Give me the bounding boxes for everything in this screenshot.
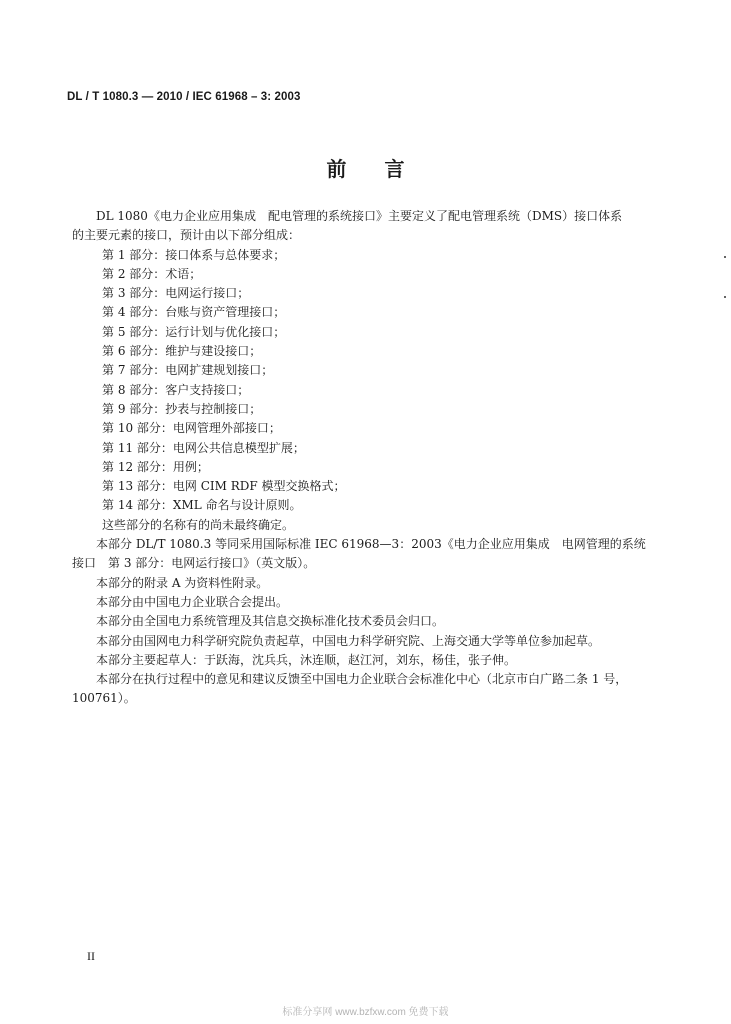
scan-margin-dot xyxy=(724,296,726,298)
equivalent-standard-line-2: 接口 第 3 部分：电网运行接口》（英文版）。 xyxy=(72,556,316,571)
parts-list xyxy=(72,246,662,516)
list-item: 第 11 部分：电网公共信息模型扩展； xyxy=(102,440,305,455)
list-item: 第 13 部分：电网 CIM RDF 模型交换格式； xyxy=(102,479,346,494)
scan-margin-dot xyxy=(724,256,726,258)
managed-by-statement: 本部分由全国电力系统管理及其信息交换标准化技术委员会归口。 xyxy=(96,614,445,629)
drafters-statement: 本部分主要起草人：于跃海，沈兵兵，沐连顺，赵江河，刘东，杨佳，张子伸。 xyxy=(96,652,517,667)
list-item: 第 2 部分：术语； xyxy=(102,266,202,281)
intro-line-1: DL 1080《电力企业应用集成 配电管理的系统接口》主要定义了配电管理系统（DMS）接口体系 xyxy=(96,209,623,223)
list-item: 第 8 部分：客户支持接口； xyxy=(102,382,250,397)
equivalent-standard-line-1: 本部分 DL/T 1080.3 等同采用国际标准 IEC 61968—3：2003《电力企业应用集成 电网管理的系统 xyxy=(96,537,646,552)
feedback-line-2: 100761）。 xyxy=(72,691,136,706)
names-note: 这些部分的名称有的尚未最终确定。 xyxy=(102,517,295,532)
annex-statement: 本部分的附录 A 为资料性附录。 xyxy=(96,575,269,590)
list-item: 第 10 部分：电网管理外部接口； xyxy=(102,421,281,436)
page-title: 前言 xyxy=(326,157,443,181)
page-number: II xyxy=(87,949,95,963)
list-item: 第 4 部分：台账与资产管理接口； xyxy=(102,305,286,320)
document-body xyxy=(72,207,662,709)
feedback-line-1: 本部分在执行过程中的意见和建议反馈至中国电力企业联合会标准化中心（北京市白广路二条 1 号， xyxy=(96,672,628,687)
standard-code-header: DL / T 1080.3 — 2010 / IEC 61968 – 3: 2003 xyxy=(67,91,301,103)
list-item: 第 5 部分：运行计划与优化接口； xyxy=(102,324,286,339)
list-item: 第 3 部分：电网运行接口； xyxy=(102,286,250,301)
list-item: 第 14 部分：XML 命名与设计原则。 xyxy=(102,498,302,513)
list-item: 第 9 部分：抄表与控制接口； xyxy=(102,401,262,416)
proposed-by-statement: 本部分由中国电力企业联合会提出。 xyxy=(96,594,289,609)
list-item: 第 6 部分：维护与建设接口； xyxy=(102,344,262,359)
drafted-by-statement: 本部分由国网电力科学研究院负责起草，中国电力科学研究院、上海交通大学等单位参加起草。 xyxy=(96,633,601,648)
list-item: 第 7 部分：电网扩建规划接口； xyxy=(102,363,274,378)
intro-line-2: 的主要元素的接口，预计由以下部分组成： xyxy=(72,228,301,243)
list-item: 第 1 部分：接口体系与总体要求； xyxy=(102,247,286,262)
site-watermark: 标准分享网 www.bzfxw.com 免费下载 xyxy=(282,1007,449,1018)
list-item: 第 12 部分：用例； xyxy=(102,459,209,474)
